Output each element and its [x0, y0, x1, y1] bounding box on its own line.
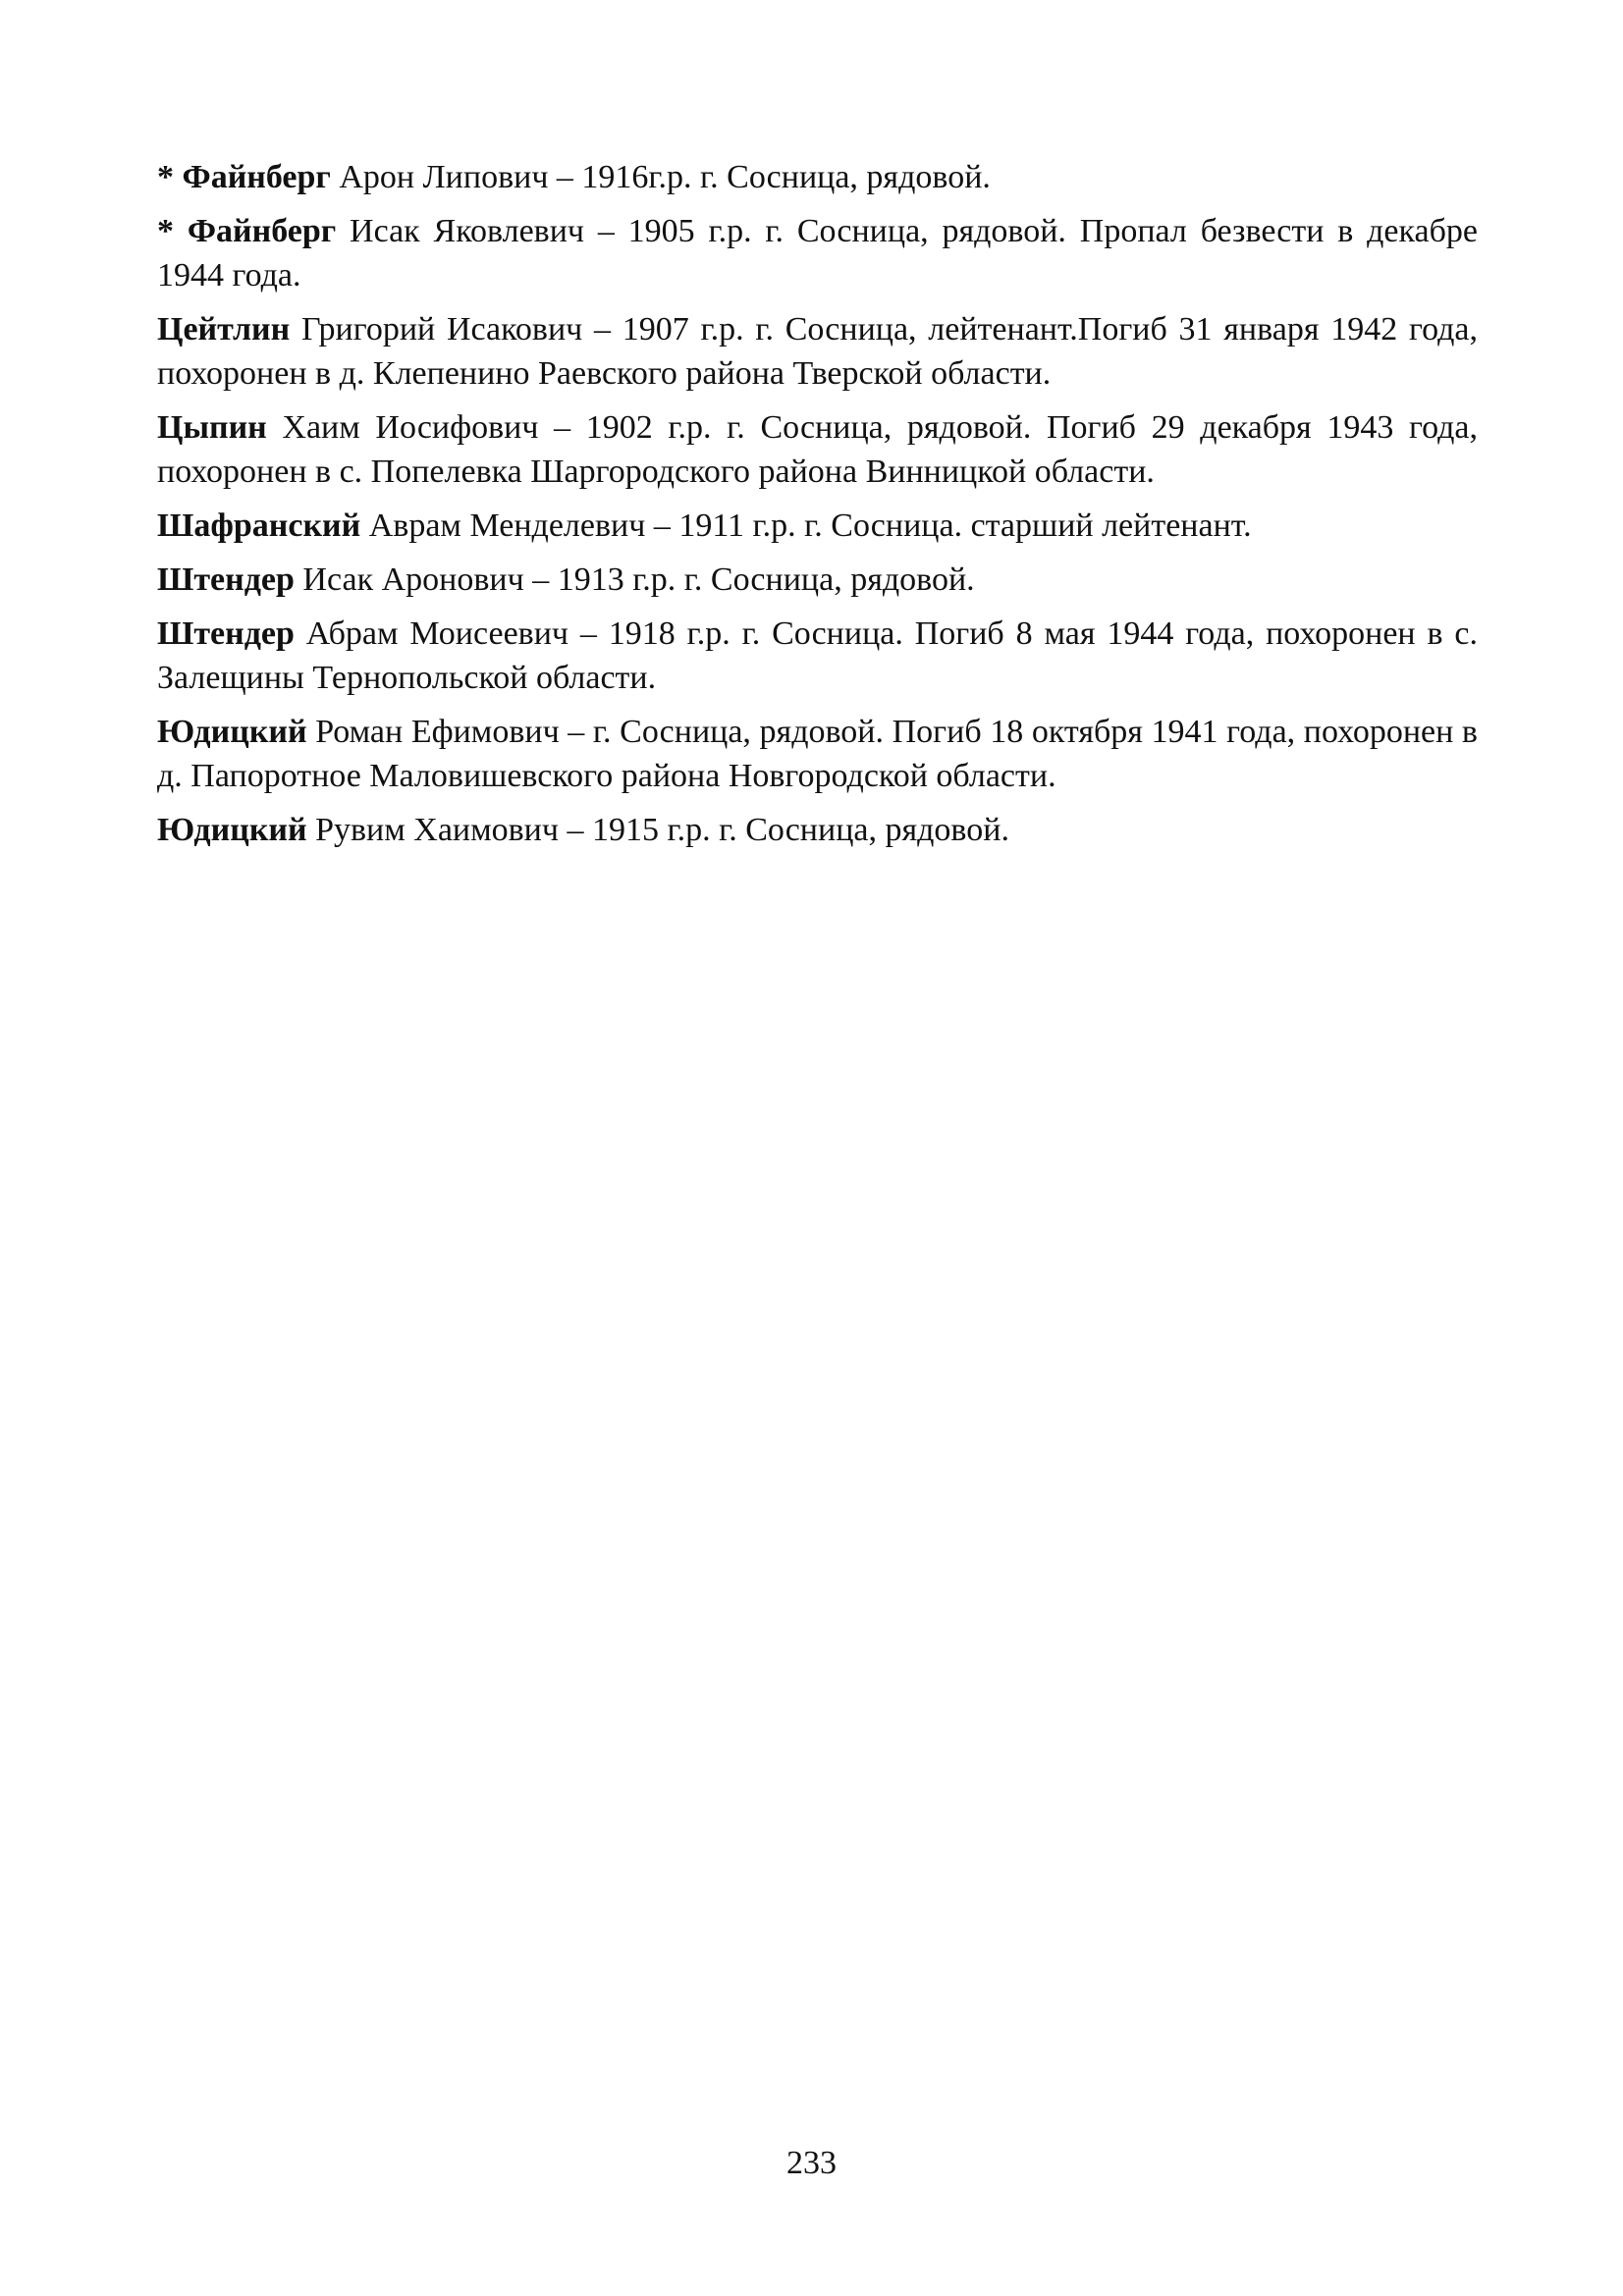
entry-iuditskii-roman [157, 710, 1478, 798]
entry-surname: Юдицкий [157, 714, 307, 750]
entry-details: Хаим Иосифович – 1902 г.р. г. Сосница, рядовой. Погиб 29 декабря 1943 года, похоронен в с. Попелевка Шаргородского района Винницкой области. [157, 409, 1478, 490]
entry-surname: Штендер [157, 561, 295, 598]
page-number: 233 [786, 2145, 837, 2181]
entry-tseitlin-grigorii [157, 307, 1478, 396]
entry-fainberg-aron [157, 155, 1478, 199]
entry-surname: Файнберг [187, 213, 337, 249]
entry-list [157, 155, 1478, 862]
entry-shtender-abram [157, 612, 1478, 700]
entry-surname: Шафранский [157, 507, 361, 544]
entry-iuditskii-ruvim [157, 808, 1478, 852]
entry-details: Аврам Менделевич – 1911 г.р. г. Сосница. старший лейтенант. [360, 507, 1252, 544]
entry-details: Абрам Моисеевич – 1918 г.р. г. Сосница. Погиб 8 мая 1944 года, похоронен в с. Залещины Тернопольской области. [157, 615, 1478, 696]
entry-surname: Цейтлин [157, 311, 291, 347]
entry-details: Григорий Исакович – 1907 г.р. г. Сосница, лейтенант.Погиб 31 января 1942 года, похоронен в д. Клепенино Раевского района Тверской области. [157, 311, 1478, 392]
entry-surname: Юдицкий [157, 812, 307, 848]
entry-marker: * [157, 213, 188, 249]
entry-details: Арон Липович – 1916г.р. г. Сосница, рядовой. [330, 159, 991, 195]
entry-fainberg-isak [157, 209, 1478, 297]
entry-tsypin-khaim [157, 405, 1478, 494]
entry-details: Роман Ефимович – г. Сосница, рядовой. Погиб 18 октября 1941 года, похоронен в д. Папоротное Маловишевского района Новгородской области. [157, 714, 1478, 794]
entry-shafranskii-avram [157, 504, 1478, 548]
entry-shtender-isak [157, 558, 1478, 602]
entry-details: Исак Яковлевич – 1905 г.р. г. Сосница, рядовой. Пропал безвести в декабре 1944 года. [157, 213, 1479, 294]
entry-surname: Штендер [157, 615, 295, 652]
entry-surname: Цыпин [157, 409, 267, 446]
entry-marker: * [157, 159, 183, 195]
entry-details: Рувим Хаимович – 1915 г.р. г. Сосница, рядовой. [306, 812, 1009, 848]
entry-surname: Файнберг [182, 159, 331, 195]
entry-details: Исак Аронович – 1913 г.р. г. Сосница, рядовой. [294, 561, 975, 598]
